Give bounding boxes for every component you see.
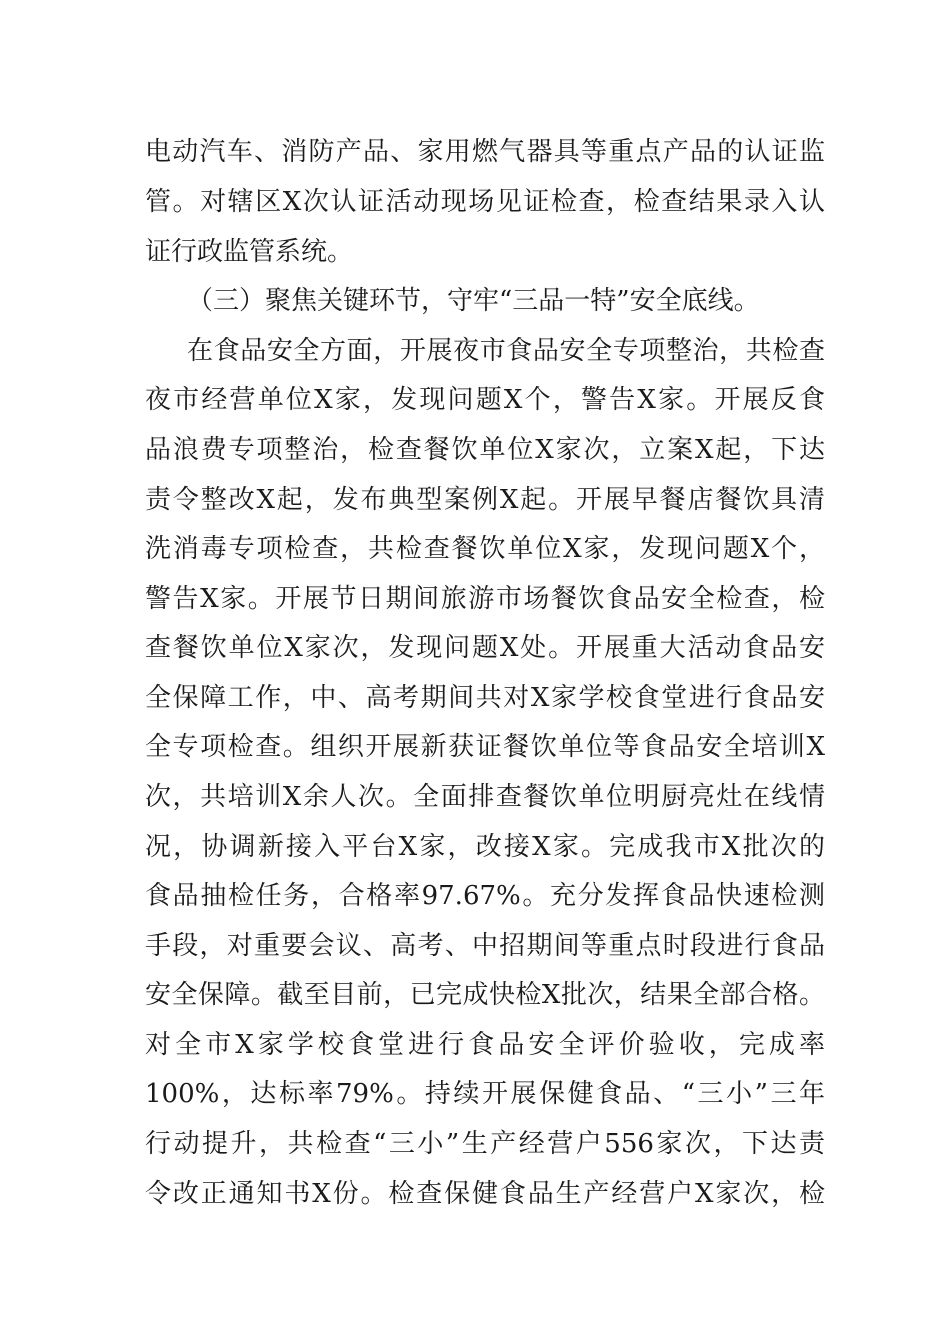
- text-line-2: 管。对辖区X次认证活动现场见证检查，检查结果录入认: [145, 187, 825, 217]
- text-line-18: 安全保障。截至目前，已完成快检X批次，结果全部合格。: [145, 980, 825, 1010]
- text-line-11: 查餐饮单位X家次，发现问题X处。开展重大活动食品安: [145, 633, 825, 663]
- text-line-21: 行动提升，共检查“三小”生产经营户556家次，下达责: [145, 1129, 825, 1159]
- text-line-19: 对全市X家学校食堂进行食品安全评价验收，完成率: [145, 1030, 825, 1060]
- text-line-1: 电动汽车、消防产品、家用燃气器具等重点产品的认证监: [145, 137, 825, 167]
- text-line-22: 令改正通知书X份。检查保健食品生产经营户X家次，检: [145, 1179, 825, 1209]
- text-line-14: 次，共培训X余人次。全面排查餐饮单位明厨亮灶在线情: [145, 782, 825, 812]
- text-line-8: 责令整改X起，发布典型案例X起。开展早餐店餐饮具清: [145, 485, 825, 515]
- text-line-15: 况，协调新接入平台X家，改接X家。完成我市X批次的: [145, 832, 825, 862]
- text-line-3: 证行政监管系统。: [145, 237, 354, 267]
- text-line-12: 全保障工作，中、高考期间共对X家学校食堂进行食品安: [145, 683, 825, 713]
- text-line-20: 100%，达标率79%。持续开展保健食品、“三小”三年: [145, 1079, 825, 1109]
- section-heading: （三）聚焦关键环节，守牢“三品一特”安全底线。: [187, 286, 760, 316]
- text-line-5: 在食品安全方面，开展夜市食品安全专项整治，共检查: [187, 336, 825, 366]
- text-line-7: 品浪费专项整治，检查餐饮单位X家次，立案X起，下达: [145, 435, 825, 465]
- text-line-6: 夜市经营单位X家，发现问题X个，警告X家。开展反食: [145, 385, 825, 415]
- text-line-17: 手段，对重要会议、高考、中招期间等重点时段进行食品: [145, 931, 825, 961]
- text-line-13: 全专项检查。组织开展新获证餐饮单位等食品安全培训X: [145, 732, 825, 762]
- text-line-16: 食品抽检任务，合格率97.67%。充分发挥食品快速检测: [145, 881, 825, 911]
- text-line-10: 警告X家。开展节日期间旅游市场餐饮食品安全检查，检: [145, 584, 825, 614]
- text-line-9: 洗消毒专项检查，共检查餐饮单位X家，发现问题X个，: [145, 534, 825, 564]
